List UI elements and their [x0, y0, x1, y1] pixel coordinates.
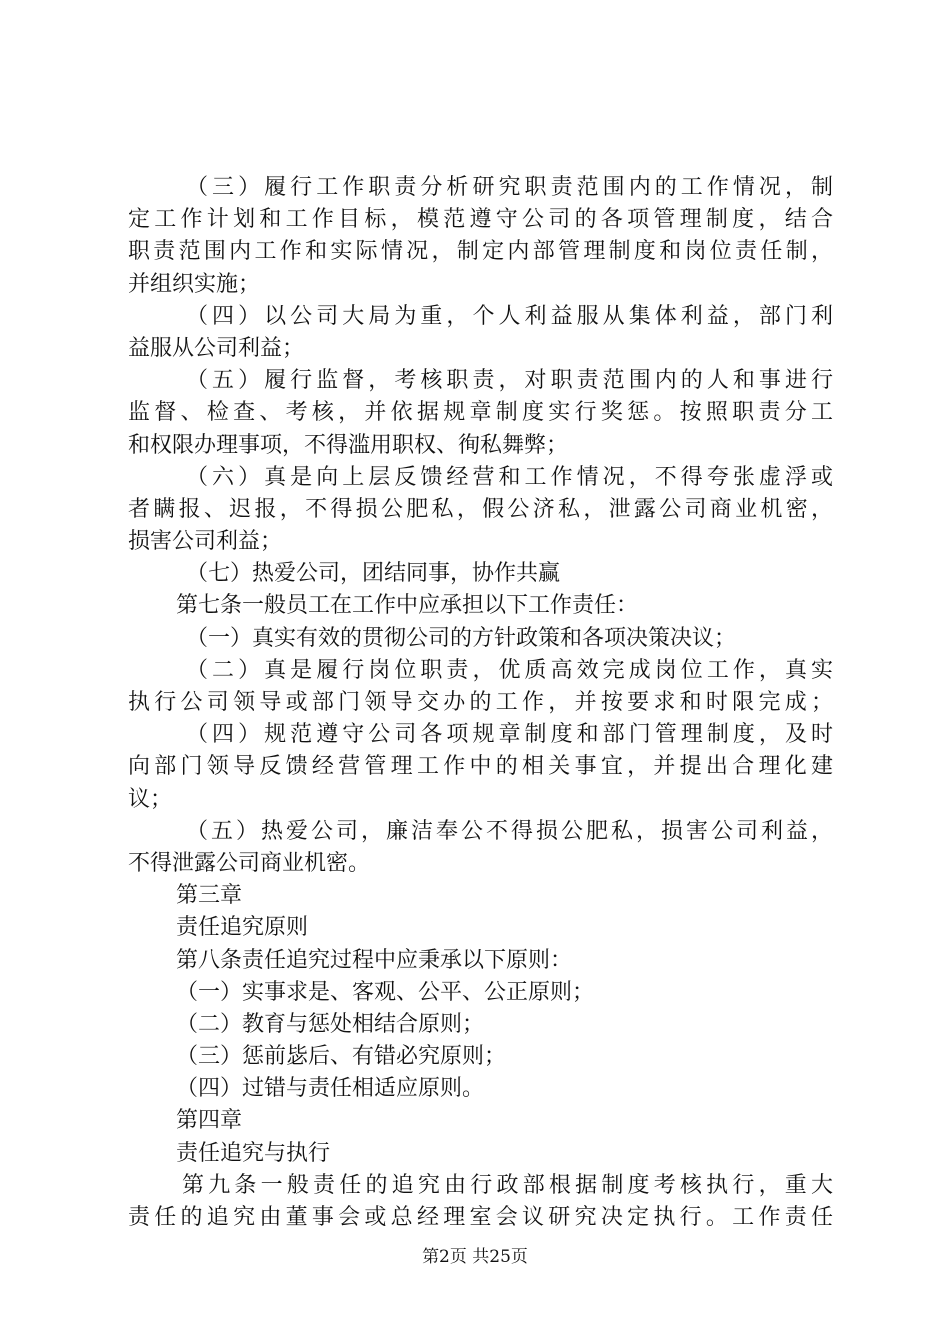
text-line: 第四章: [176, 1108, 243, 1134]
text-line: （一）真实有效的贯彻公司的方针政策和各项决策决议；: [186, 625, 737, 651]
text-line: （三）惩前毖后、有错必究原则；: [176, 1044, 507, 1070]
text-line: 向部门领导反馈经营管理工作中的相关事宜，并提出合理化建: [128, 754, 833, 780]
text-line: 和权限办理事项，不得滥用职权、徇私舞弊；: [128, 432, 569, 458]
page-number: 第2页 共25页: [422, 1247, 528, 1267]
text-line: 者瞒报、迟报，不得损公肥私，假公济私，泄露公司商业机密，: [128, 496, 833, 522]
document-body: [128, 172, 833, 1234]
text-line: （四）规范遵守公司各项规章制度和部门管理制度，及时: [186, 722, 833, 748]
text-line: （二）真是履行岗位职责，优质高效完成岗位工作，真实: [186, 657, 833, 683]
text-line: 第八条责任追究过程中应秉承以下原则：: [176, 947, 573, 973]
text-line: 议；: [128, 786, 173, 812]
text-line: 定工作计划和工作目标，模范遵守公司的各项管理制度，结合: [128, 207, 833, 233]
text-line: 责任的追究由董事会或总经理室会议研究决定执行。工作责任: [128, 1205, 833, 1230]
text-line: 损害公司利益；: [128, 529, 283, 555]
text-line: 执行公司领导或部门领导交办的工作，并按要求和时限完成；: [128, 690, 833, 715]
text-line: （四）以公司大局为重，个人利益服从集体利益，部门利: [186, 303, 833, 329]
text-line: 职责范围内工作和实际情况，制定内部管理制度和岗位责任制，: [128, 239, 833, 265]
text-line: 第七条一般员工在工作中应承担以下工作责任：: [176, 593, 639, 619]
text-line: （三）履行工作职责分析研究职责范围内的工作情况，制: [186, 175, 833, 200]
text-line: （一）实事求是、客观、公平、公正原则；: [176, 979, 595, 1005]
text-line: 第三章: [176, 883, 243, 909]
text-line: （四）过错与责任相适应原则。: [176, 1076, 485, 1102]
text-line: 益服从公司利益；: [128, 335, 305, 361]
text-line: 监督、检查、考核，并依据规章制度实行奖惩。按照职责分工: [128, 400, 833, 426]
text-line: 不得泄露公司商业机密。: [128, 850, 371, 876]
text-line: （七）热爱公司，团结同事，协作共赢: [186, 561, 561, 587]
text-line: （二）教育与惩处相结合原则；: [176, 1011, 485, 1037]
text-line: （五）履行监督，考核职责，对职责范围内的人和事进行: [186, 368, 833, 394]
text-line: （五）热爱公司，廉洁奉公不得损公肥私，损害公司利益，: [186, 818, 833, 844]
text-line: （六）真是向上层反馈经营和工作情况，不得夸张虚浮或: [186, 464, 833, 490]
text-line: 责任追究原则: [176, 915, 309, 941]
text-line: 并组织实施；: [128, 271, 261, 297]
text-line: 责任追究与执行: [176, 1140, 331, 1166]
text-line: 第九条一般责任的追究由行政部根据制度考核执行，重大: [182, 1172, 833, 1198]
